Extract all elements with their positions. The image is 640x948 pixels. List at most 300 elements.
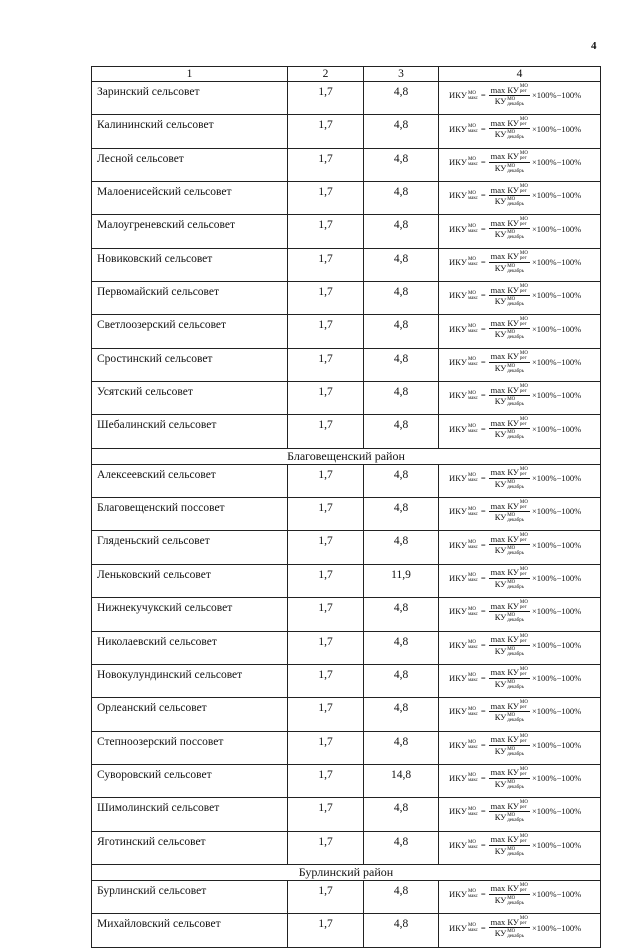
formula-equals: = [480, 506, 486, 517]
formula-numerator [489, 151, 530, 163]
formula-lhs-sub: макс [467, 845, 478, 851]
formula-lhs-symbol: ИКУ [449, 90, 467, 101]
municipality-name: Сростинский сельсовет [92, 348, 288, 381]
table-row [92, 182, 601, 215]
formula-tail: ×100%−100% [531, 156, 582, 167]
value-column-3: 4,8 [364, 631, 439, 664]
formula-cell [439, 731, 601, 764]
table-row [92, 731, 601, 764]
formula-den-sub: декабрь [507, 135, 524, 141]
formula-den-sub: декабрь [507, 618, 524, 624]
formula-lhs-sup: МО [467, 90, 477, 96]
formula-num-sub: рег [519, 155, 527, 161]
formula-den-sub: декабрь [507, 402, 524, 408]
formula-den-sub: декабрь [507, 818, 524, 824]
formula-den-sub: декабрь [507, 335, 524, 341]
municipality-name: Михайловский сельсовет [92, 914, 288, 947]
tariff-table [91, 66, 601, 948]
municipality-name: Николаевский сельсовет [92, 631, 288, 664]
formula-equals: = [480, 606, 486, 617]
municipality-name: Новиковский сельсовет [92, 248, 288, 281]
formula-numerator [489, 667, 530, 679]
formula-den-sub: декабрь [507, 235, 524, 241]
formula-den-sup: МО [507, 230, 516, 236]
value-column-2: 1,7 [288, 415, 364, 448]
formula-den-sub: декабрь [507, 202, 524, 208]
formula-equals: = [480, 473, 486, 484]
value-column-3: 14,8 [364, 764, 439, 797]
table-row [92, 215, 601, 248]
table-row [92, 115, 601, 148]
formula-den-sup: МО [507, 646, 516, 652]
formula-lhs [449, 424, 478, 434]
formula-den-indices [507, 364, 524, 374]
formula-tail: ×100%−100% [531, 190, 582, 201]
formula-cell [439, 464, 601, 497]
formula-equals: = [480, 639, 486, 650]
formula-lhs [449, 607, 478, 617]
formula-lhs-sub: макс [467, 678, 478, 684]
formula-lhs-indices [468, 573, 478, 583]
formula-den-indices [507, 780, 524, 790]
formula-num-symbol: max КУ [490, 600, 519, 611]
formula-num-sub: рег [519, 505, 527, 511]
formula-numerator [489, 834, 530, 846]
formula-lhs-indices [468, 923, 478, 933]
formula-tail: ×100%−100% [531, 889, 582, 900]
formula-lhs-sub: макс [467, 544, 478, 550]
formula-numerator [489, 567, 530, 579]
formula-lhs-indices [468, 507, 478, 517]
formula-denominator [493, 679, 526, 690]
value-column-2: 1,7 [288, 598, 364, 631]
formula-fraction [489, 800, 530, 823]
formula-num-sub: рег [519, 538, 527, 544]
formula-num-indices [520, 800, 528, 810]
value-column-3: 4,8 [364, 798, 439, 831]
municipality-name: Нижнекучукский сельсовет [92, 598, 288, 631]
formula-den-sup: МО [507, 430, 516, 436]
max-index-formula [449, 184, 600, 207]
formula-den-symbol: КУ [494, 745, 507, 756]
formula-equals: = [480, 90, 486, 101]
value-column-2: 1,7 [288, 831, 364, 864]
formula-num-sup: МО [519, 500, 528, 506]
formula-tail: ×100%−100% [531, 506, 582, 517]
formula-den-sub: декабрь [507, 684, 524, 690]
formula-den-sup: МО [507, 97, 516, 102]
formula-den-sub: декабрь [507, 718, 524, 724]
formula-lhs-sup: МО [467, 257, 477, 263]
formula-den-sup: МО [507, 263, 516, 269]
formula-lhs [449, 391, 478, 401]
formula-num-sup: МО [519, 250, 528, 256]
municipality-name: Благовещенский поссовет [92, 498, 288, 531]
formula-den-symbol: КУ [494, 196, 507, 207]
value-column-3: 4,8 [364, 182, 439, 215]
formula-lhs-sup: МО [467, 323, 477, 329]
table-row [92, 415, 601, 448]
formula-lhs-symbol: ИКУ [449, 423, 467, 434]
formula-tail: ×100%−100% [531, 90, 582, 101]
table-row [92, 880, 601, 913]
formula-num-sup: МО [519, 317, 528, 323]
formula-num-symbol: max КУ [490, 500, 519, 511]
formula-lhs-symbol: ИКУ [449, 922, 467, 933]
formula-cell [439, 598, 601, 631]
formula-equals: = [480, 190, 486, 201]
formula-lhs-indices [468, 224, 478, 234]
value-column-3: 4,8 [364, 464, 439, 497]
formula-den-sup: МО [507, 613, 516, 619]
formula-num-symbol: max КУ [490, 467, 519, 478]
formula-lhs-sup: МО [467, 423, 477, 429]
formula-tail: ×100%−100% [531, 256, 582, 267]
formula-num-indices [520, 417, 528, 427]
max-index-formula [449, 916, 600, 939]
formula-den-sub: декабрь [507, 900, 524, 906]
max-index-formula [449, 634, 600, 657]
formula-den-indices [507, 480, 524, 490]
formula-den-indices [507, 330, 524, 340]
formula-lhs-sup: МО [467, 473, 477, 479]
formula-lhs-symbol: ИКУ [449, 773, 467, 784]
formula-numerator [489, 417, 530, 429]
formula-lhs-sub: макс [467, 745, 478, 751]
formula-lhs [449, 291, 478, 301]
formula-denominator [493, 329, 526, 340]
formula-num-indices [520, 84, 528, 94]
formula-num-symbol: max КУ [490, 533, 519, 544]
formula-lhs-sub: макс [467, 428, 478, 434]
formula-num-sub: рег [519, 605, 527, 611]
municipality-name: Бурлинский сельсовет [92, 880, 288, 913]
formula-cell [439, 564, 601, 597]
formula-denominator [493, 479, 526, 490]
formula-denominator [493, 429, 526, 440]
formula-num-sub: рег [519, 838, 527, 844]
max-index-formula [449, 800, 600, 823]
formula-den-indices [507, 97, 524, 107]
municipality-name: Шебалинский сельсовет [92, 415, 288, 448]
formula-numerator [489, 734, 530, 746]
value-column-2: 1,7 [288, 382, 364, 415]
formula-num-sub: рег [519, 255, 527, 261]
formula-den-sub: декабрь [507, 484, 524, 490]
formula-lhs [449, 740, 478, 750]
formula-lhs-indices [468, 324, 478, 334]
formula-den-symbol: КУ [494, 894, 507, 905]
formula-lhs [449, 324, 478, 334]
formula-fraction [489, 417, 530, 440]
formula-numerator [489, 251, 530, 263]
formula-num-sub: рег [519, 671, 527, 677]
formula-numerator [489, 84, 530, 96]
formula-equals: = [480, 922, 486, 933]
formula-lhs-sub: макс [467, 328, 478, 334]
formula-den-indices [507, 164, 524, 174]
formula-num-sup: МО [519, 84, 528, 89]
value-column-2: 1,7 [288, 698, 364, 731]
formula-fraction [489, 834, 530, 857]
formula-cell [439, 498, 601, 531]
formula-den-sup: МО [507, 895, 516, 901]
formula-lhs-sub: макс [467, 927, 478, 933]
formula-fraction [489, 634, 530, 657]
formula-lhs-sub: макс [467, 578, 478, 584]
formula-num-sub: рег [519, 887, 527, 893]
formula-den-indices [507, 713, 524, 723]
value-column-2: 1,7 [288, 215, 364, 248]
formula-den-symbol: КУ [494, 229, 507, 240]
formula-fraction [489, 384, 530, 407]
formula-equals: = [480, 323, 486, 334]
district-name: Благовещенский район [92, 448, 601, 464]
formula-numerator [489, 384, 530, 396]
formula-den-indices [507, 896, 524, 906]
table-row [92, 248, 601, 281]
max-index-formula [449, 767, 600, 790]
table-row [92, 464, 601, 497]
formula-den-symbol: КУ [494, 645, 507, 656]
table-row [92, 282, 601, 315]
formula-lhs-symbol: ИКУ [449, 573, 467, 584]
formula-cell [439, 82, 601, 115]
formula-num-symbol: max КУ [490, 800, 519, 811]
formula-lhs-symbol: ИКУ [449, 390, 467, 401]
formula-fraction [489, 117, 530, 140]
formula-num-indices [520, 351, 528, 361]
formula-num-sup: МО [519, 417, 528, 423]
formula-num-sup: МО [519, 916, 528, 922]
value-column-2: 1,7 [288, 798, 364, 831]
formula-equals: = [480, 357, 486, 367]
formula-numerator [489, 351, 530, 363]
municipality-name: Алексеевский сельсовет [92, 464, 288, 497]
formula-num-sub: рег [519, 389, 527, 395]
formula-lhs-sup: МО [467, 539, 477, 545]
formula-lhs-symbol: ИКУ [449, 706, 467, 717]
table-row [92, 598, 601, 631]
formula-den-symbol: КУ [494, 129, 507, 140]
formula-lhs [449, 640, 478, 650]
formula-denominator [493, 196, 526, 207]
formula-num-sub: рег [519, 422, 527, 428]
value-column-3: 4,8 [364, 115, 439, 148]
column-header-2: 2 [288, 67, 364, 82]
formula-num-indices [520, 834, 528, 844]
formula-num-sup: МО [519, 666, 528, 672]
formula-equals: = [480, 390, 486, 401]
formula-num-symbol: max КУ [490, 117, 519, 128]
value-column-2: 1,7 [288, 498, 364, 531]
max-index-formula [449, 734, 600, 757]
formula-fraction [489, 284, 530, 307]
formula-num-sub: рег [519, 289, 527, 295]
formula-den-indices [507, 546, 524, 556]
formula-num-indices [520, 500, 528, 510]
municipality-name: Заринский сельсовет [92, 82, 288, 115]
formula-fraction [489, 351, 530, 374]
formula-lhs-indices [468, 424, 478, 434]
formula-denominator [493, 612, 526, 623]
formula-denominator [493, 396, 526, 407]
formula-num-indices [520, 883, 528, 893]
formula-equals: = [480, 223, 486, 234]
formula-den-sup: МО [507, 713, 516, 719]
formula-tail: ×100%−100% [531, 706, 582, 717]
value-column-2: 1,7 [288, 664, 364, 697]
formula-lhs-sup: МО [467, 390, 477, 396]
municipality-name: Первомайский сельсовет [92, 282, 288, 315]
formula-lhs [449, 673, 478, 683]
max-index-formula [449, 417, 600, 440]
formula-num-symbol: max КУ [490, 734, 519, 745]
formula-fraction [489, 700, 530, 723]
formula-tail: ×100%−100% [531, 390, 582, 401]
formula-num-sup: МО [519, 566, 528, 572]
formula-lhs-indices [468, 473, 478, 483]
formula-num-sub: рег [519, 638, 527, 644]
formula-lhs-sup: МО [467, 673, 477, 679]
formula-tail: ×100%−100% [531, 639, 582, 650]
formula-lhs-sup: МО [467, 706, 477, 712]
formula-lhs [449, 157, 478, 167]
formula-num-symbol: max КУ [490, 251, 519, 262]
formula-cell [439, 415, 601, 448]
formula-den-symbol: КУ [494, 96, 507, 106]
value-column-2: 1,7 [288, 731, 364, 764]
formula-fraction [489, 600, 530, 623]
column-header-4: 4 [439, 67, 601, 82]
formula-lhs [449, 773, 478, 783]
value-column-2: 1,7 [288, 248, 364, 281]
value-column-3: 4,8 [364, 248, 439, 281]
formula-tail: ×100%−100% [531, 673, 582, 684]
formula-denominator [493, 363, 526, 374]
max-index-formula [449, 151, 600, 174]
formula-lhs-sub: макс [467, 128, 478, 134]
formula-lhs-sup: МО [467, 357, 477, 363]
formula-denominator [493, 163, 526, 174]
formula-lhs-indices [468, 357, 478, 367]
formula-lhs-symbol: ИКУ [449, 123, 467, 134]
formula-den-sup: МО [507, 163, 516, 169]
formula-num-indices [520, 467, 528, 477]
formula-num-sub: рег [519, 322, 527, 328]
value-column-2: 1,7 [288, 348, 364, 381]
formula-fraction [489, 667, 530, 690]
formula-lhs [449, 923, 478, 933]
formula-lhs-indices [468, 157, 478, 167]
formula-num-indices [520, 634, 528, 644]
formula-fraction [489, 151, 530, 174]
formula-num-symbol: max КУ [490, 634, 519, 644]
formula-num-sub: рег [519, 771, 527, 777]
formula-num-sup: МО [519, 184, 528, 190]
formula-den-sup: МО [507, 929, 516, 935]
formula-cell [439, 531, 601, 564]
formula-num-indices [520, 117, 528, 127]
formula-num-symbol: max КУ [490, 151, 519, 162]
formula-num-indices [520, 916, 528, 926]
formula-den-indices [507, 647, 524, 657]
formula-den-indices [507, 747, 524, 757]
formula-cell [439, 631, 601, 664]
formula-den-indices [507, 813, 524, 823]
district-name: Бурлинский район [92, 864, 601, 880]
formula-denominator [493, 812, 526, 823]
formula-cell [439, 115, 601, 148]
formula-fraction [489, 84, 530, 107]
formula-den-sup: МО [507, 579, 516, 585]
value-column-2: 1,7 [288, 115, 364, 148]
formula-num-sup: МО [519, 882, 528, 888]
formula-lhs-indices [468, 124, 478, 134]
municipality-name: Малоенисейский сельсовет [92, 182, 288, 215]
formula-num-symbol: max КУ [490, 916, 519, 927]
max-index-formula [449, 883, 600, 906]
formula-num-sub: рег [519, 222, 527, 228]
formula-den-symbol: КУ [494, 396, 507, 407]
max-index-formula [449, 84, 600, 107]
value-column-2: 1,7 [288, 880, 364, 913]
formula-num-symbol: max КУ [490, 317, 519, 328]
formula-num-sup: МО [519, 733, 528, 739]
formula-lhs-sub: макс [467, 162, 478, 168]
value-column-3: 4,8 [364, 598, 439, 631]
value-column-2: 1,7 [288, 914, 364, 947]
formula-den-symbol: КУ [494, 262, 507, 273]
formula-numerator [489, 217, 530, 229]
formula-num-sub: рег [519, 705, 527, 711]
formula-num-sub: рег [519, 571, 527, 577]
formula-den-sub: декабрь [507, 751, 524, 757]
formula-equals: = [480, 156, 486, 167]
formula-den-sub: декабрь [507, 584, 524, 590]
formula-fraction [489, 883, 530, 906]
formula-den-indices [507, 929, 524, 939]
formula-lhs-sup: МО [467, 573, 477, 579]
formula-den-indices [507, 430, 524, 440]
formula-lhs-indices [468, 191, 478, 201]
formula-equals: = [480, 539, 486, 550]
formula-den-sub: декабрь [507, 784, 524, 790]
formula-lhs-symbol: ИКУ [449, 889, 467, 900]
value-column-2: 1,7 [288, 764, 364, 797]
formula-den-sup: МО [507, 746, 516, 752]
formula-den-sub: декабрь [507, 651, 524, 657]
formula-lhs-sub: макс [467, 95, 478, 101]
formula-lhs-sub: макс [467, 611, 478, 617]
value-column-3: 4,8 [364, 82, 439, 115]
formula-numerator [489, 916, 530, 928]
formula-lhs-sub: макс [467, 395, 478, 401]
formula-numerator [489, 883, 530, 895]
value-column-2: 1,7 [288, 148, 364, 181]
formula-num-sub: рег [519, 355, 527, 361]
formula-num-symbol: max КУ [490, 284, 519, 295]
formula-den-symbol: КУ [494, 812, 507, 823]
formula-lhs-sup: МО [467, 290, 477, 296]
municipality-name: Шимолинский сельсовет [92, 798, 288, 831]
formula-equals: = [480, 123, 486, 134]
formula-den-symbol: КУ [494, 612, 507, 623]
max-index-formula [449, 217, 600, 240]
value-column-2: 1,7 [288, 82, 364, 115]
formula-lhs-symbol: ИКУ [449, 357, 467, 367]
formula-num-symbol: max КУ [490, 834, 519, 845]
